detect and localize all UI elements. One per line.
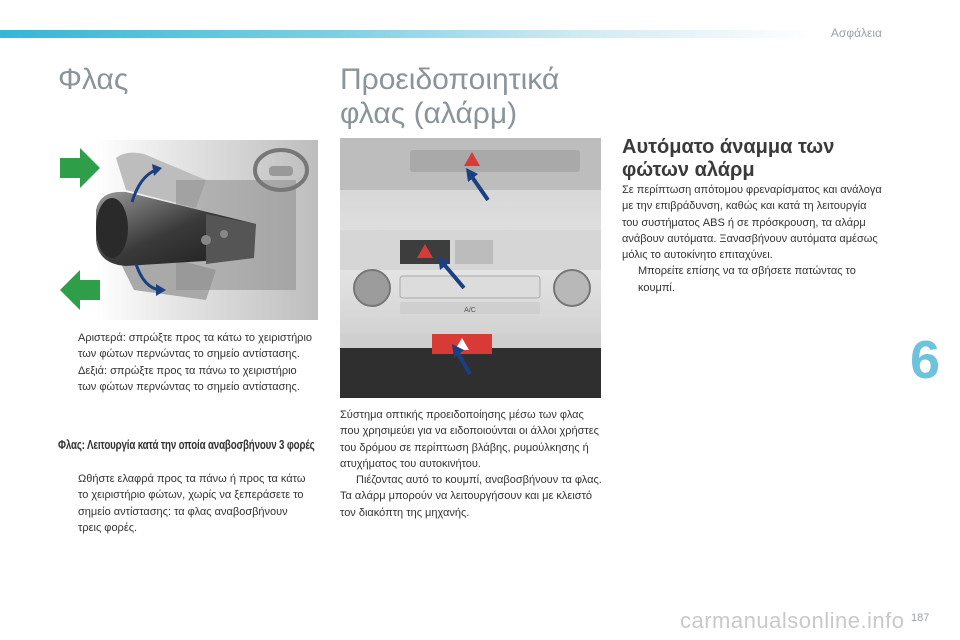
dashboard-illustration <box>340 138 601 398</box>
hazard-paragraph-1: Σύστημα οπτικής προειδοποίησης μέσω των φλας που χρησιμεύει για να ειδοποιούνται οι άλλοι χρήστες του δρόμου σε περίπτωση βλάβης, ρυμούλκησης ή ατυχήματος του αυτοκινήτου. <box>340 409 599 470</box>
three-flash-text <box>62 471 312 536</box>
auto-hazard-heading-line2: φώτων αλάρμ <box>622 159 755 181</box>
bullet-text: Αριστερά: σπρώξτε προς τα κάτω το χειριστήριο των φώτων περνώντας το σημείο αντίστασης. <box>78 332 313 361</box>
bullet-switch-off <box>622 263 884 296</box>
bullet-left-turn <box>62 330 312 363</box>
ac-label: A/C <box>464 307 476 314</box>
three-flash-subheading: Φλας: Λειτουργία κατά την οποία αναβοσβήνουν 3 φορές <box>58 438 315 452</box>
auto-hazard-heading <box>622 136 862 182</box>
bullet-text: Μπορείτε επίσης να τα σβήσετε πατώντας το κουμπί. <box>638 265 856 294</box>
hazard-text <box>340 407 602 521</box>
bullet-three-flash <box>62 471 312 536</box>
auto-hazard-heading-line1: Αυτόματο άναμμα των <box>622 136 835 158</box>
auto-hazard-text <box>622 182 884 296</box>
bullet-text: Δεξιά: σπρώξτε προς τα πάνω το χειριστήριο των φώτων περνώντας το σημείο αντίστασης. <box>78 364 300 393</box>
header-accent-bar <box>0 30 960 38</box>
bullet-text: Ωθήστε ελαφρά προς τα πάνω ή προς τα κάτω το χειριστήριο φώτων, χωρίς να ξεπεράσετε το σημείο αντίστασης: τα φλας αναβοσβήνουν τρεις φορές. <box>78 473 306 534</box>
indicators-title: Φλας <box>58 63 129 96</box>
bullet-right-turn <box>62 363 312 396</box>
hazard-title-line2: φλας (αλάρμ) <box>340 97 518 130</box>
hazard-title-line1: Προειδοποιητικά <box>340 63 560 96</box>
stalk-illustration <box>56 140 318 320</box>
chapter-number: 6 <box>909 330 941 390</box>
section-label: Ασφάλεια <box>830 26 882 40</box>
bullet-press-button <box>340 472 602 488</box>
left-bullets <box>62 330 312 395</box>
page-number: 187 <box>911 612 930 624</box>
watermark: carmanualsonline.info <box>680 608 905 633</box>
auto-hazard-paragraph: Σε περίπτωση απότομου φρεναρίσματος και ανάλογα με την επιβράδυνση, καθώς και κατά τη λειτουργία του συστήματος ABS ή σε πρόσκρουση, τα αλάρμ ανάβουν αυτόματα. Ξανασβήνουν αυτόματα αμέσως μόλις το αυτοκίνητο επιταχύνει. <box>622 184 882 262</box>
hazard-paragraph-2: Τα αλάρμ μπορούν να λειτουργήσουν και με κλειστό τον διακόπτη της μηχανής. <box>340 490 593 519</box>
bullet-text: Πιέζοντας αυτό το κουμπί, αναβοσβήνουν τα φλας. <box>356 474 602 487</box>
